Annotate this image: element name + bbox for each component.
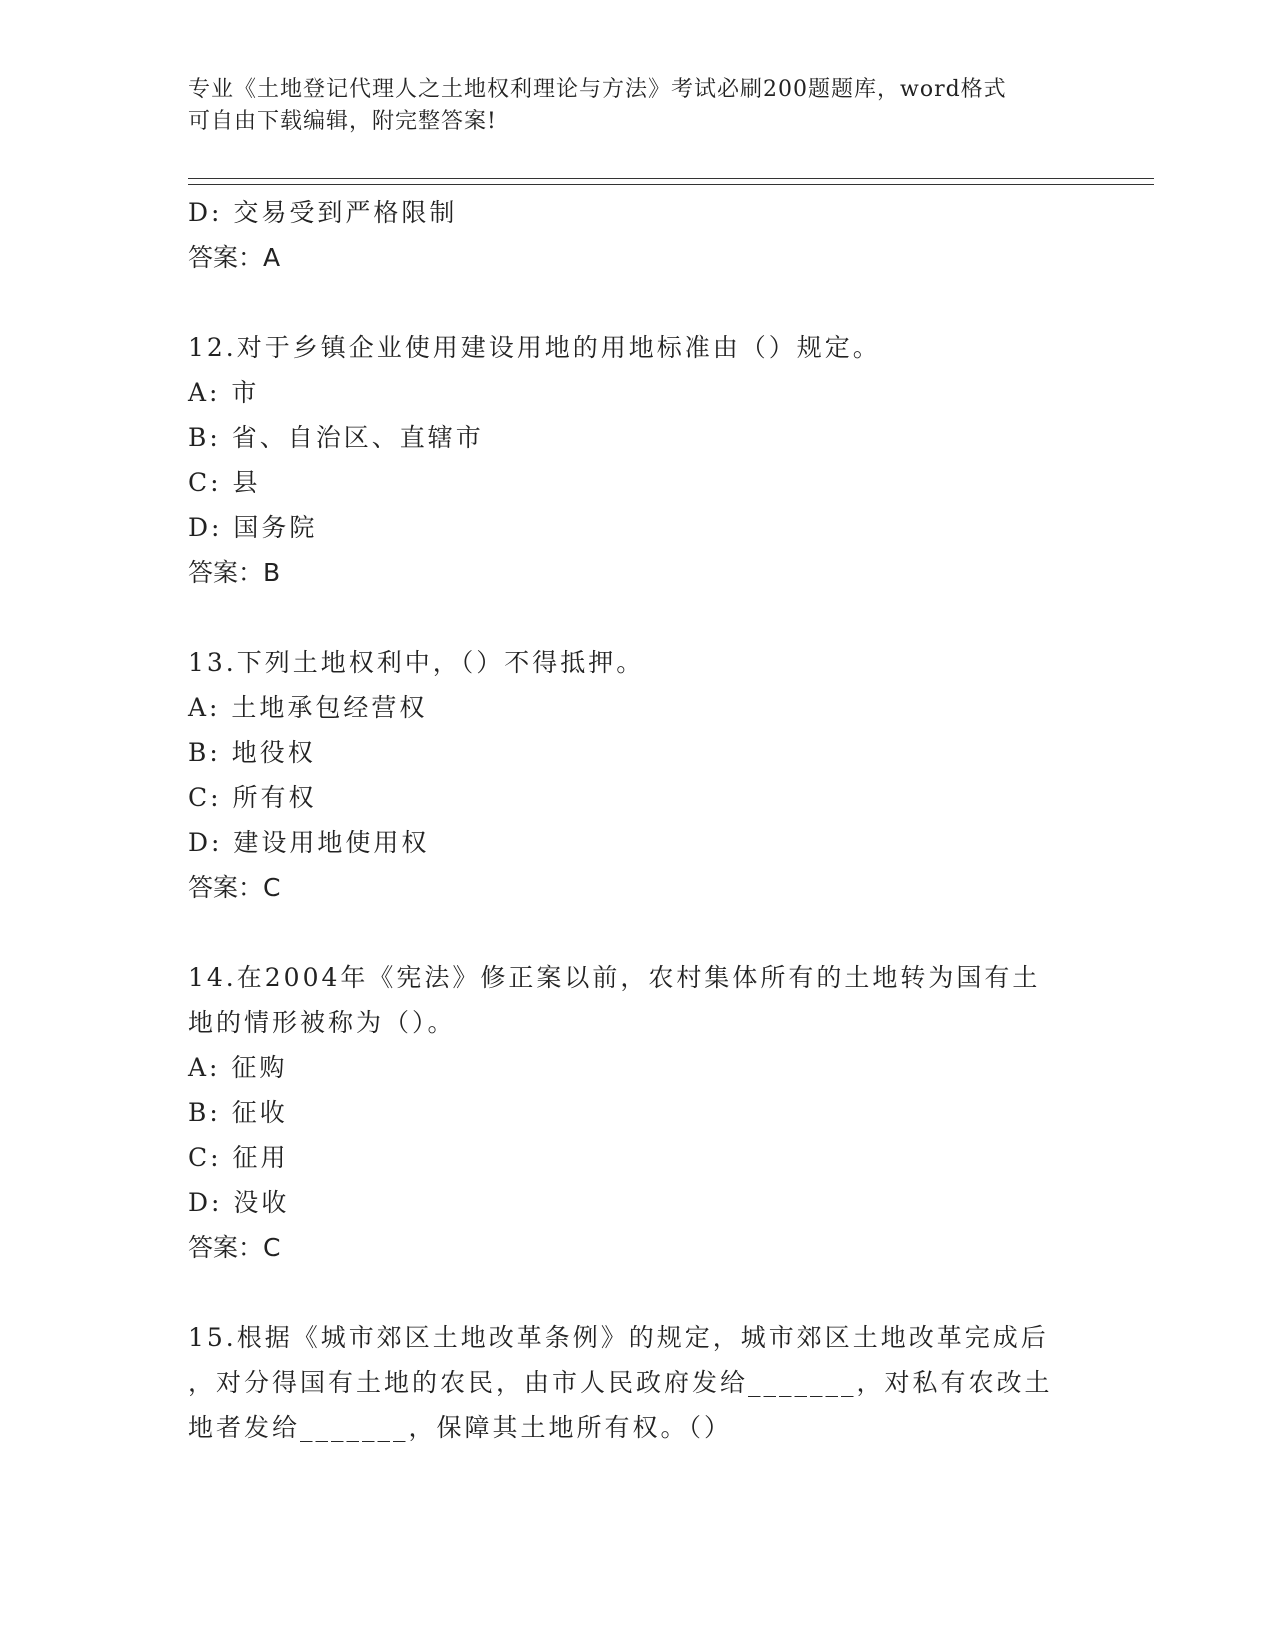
option-b: B: 地役权 [188,738,316,767]
spacer [188,910,1088,955]
question-stem-line-2: ，对分得国有土地的农民，由市人民政府发给_______，对私有农改土 [188,1368,1053,1397]
option-c: C: 所有权 [188,783,317,812]
option-b: B: 征收 [188,1098,288,1127]
option-b: B: 省、自治区、直辖市 [188,423,484,452]
option-a: A: 土地承包经营权 [188,693,428,722]
question-13 [188,640,1088,910]
header-divider [188,178,1154,185]
option-d: D: 建设用地使用权 [188,828,430,857]
question-content [188,190,1088,1450]
answer-line: 答案：A [188,243,281,272]
answer-line: 答案：C [188,873,281,902]
question-15 [188,1315,1088,1450]
question-14 [188,955,1088,1270]
option-a: A: 征购 [188,1053,288,1082]
spacer [188,1270,1088,1315]
option-c: C: 县 [188,468,261,497]
answer-line: 答案：C [188,1233,281,1262]
page-header [188,74,1068,138]
answer-line: 答案：B [188,558,281,587]
question-stem-line-3: 地者发给_______，保障其土地所有权。（） [188,1413,733,1442]
header-title-line-1: 专业《土地登记代理人之土地权利理论与方法》考试必刷200题题库，word格式 [188,77,1007,102]
spacer [188,595,1088,640]
option-a: A: 市 [188,378,260,407]
option-d: D: 没收 [188,1188,290,1217]
header-title-line-2: 可自由下载编辑，附完整答案! [188,109,497,134]
spacer [188,280,1088,325]
option-d: D: 交易受到严格限制 [188,198,458,227]
question-stem-line-2: 地的情形被称为（）。 [188,1008,456,1037]
question-stem-line-1: 14.在2004年《宪法》修正案以前，农村集体所有的土地转为国有土 [188,963,1041,992]
option-d: D: 国务院 [188,513,318,542]
question-stem-line-1: 15.根据《城市郊区土地改革条例》的规定，城市郊区土地改革完成后 [188,1323,1049,1352]
question-stem: 12.对于乡镇企业使用建设用地的用地标准由（）规定。 [188,333,881,362]
question-12 [188,325,1088,595]
question-stem: 13.下列土地权利中，（）不得抵押。 [188,648,645,677]
question-11-tail [188,190,1088,280]
option-c: C: 征用 [188,1143,289,1172]
